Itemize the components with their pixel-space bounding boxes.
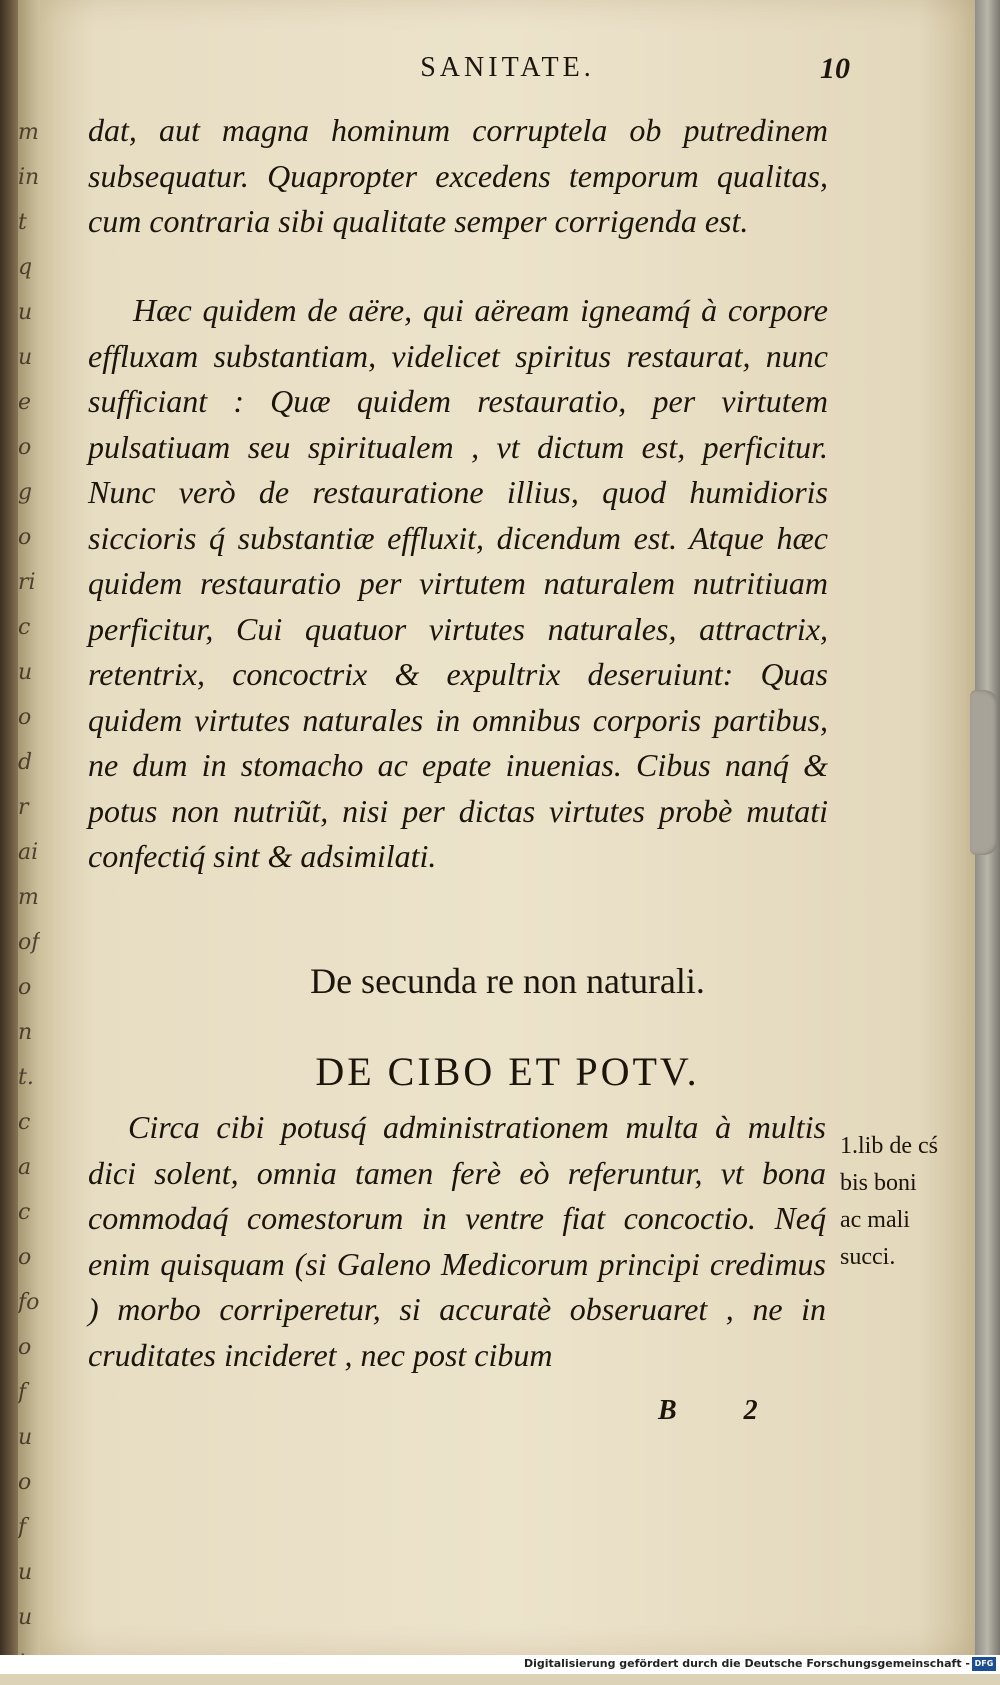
paragraph-1-text: dat, aut magna hominum corruptela ob putredinem subsequatur. Quapropter excedens temporum qualitas, cum contraria sibi qualitate semper corrigenda est. bbox=[88, 112, 828, 239]
page-clip bbox=[970, 690, 998, 855]
margin-note bbox=[840, 1128, 970, 1276]
paragraph-3 bbox=[88, 1105, 826, 1378]
section-heading: DE CIBO ET POTV. bbox=[315, 1049, 700, 1094]
footer-credit: Digitalisierung gefördert durch die Deutsche Forschungsgemeinschaft - bbox=[523, 1657, 970, 1670]
running-head: SANITATE. bbox=[420, 52, 595, 83]
section-subheading: De secunda re non naturali. bbox=[310, 961, 705, 1001]
facing-page-edge bbox=[18, 0, 40, 1660]
book-page bbox=[40, 0, 975, 1655]
margin-note-line: bis boni bbox=[840, 1170, 917, 1196]
margin-note-line: ac mali bbox=[840, 1207, 910, 1233]
margin-note-line: 1.lib de cś bbox=[840, 1133, 938, 1159]
facing-page-fragments: mintqu ueogoricu odraim ofont.ca co foo fuo fu u bbox=[18, 120, 40, 1630]
paragraph-2 bbox=[88, 288, 828, 880]
margin-note-line: succi. bbox=[840, 1244, 896, 1270]
signature-mark: B 2 bbox=[658, 1395, 788, 1426]
paragraph-1 bbox=[88, 108, 828, 245]
page-number: 10 bbox=[820, 52, 850, 85]
dfg-logo-icon: DFG bbox=[972, 1657, 996, 1671]
paragraph-2-text: Hæc quidem de aëre, qui aëream igneamq́ à corpore effluxam substantiam, videlicet spiritus restaurat, nunc sufficiant : Quæ quidem restauratio, per virtutem pulsatiuam seu spiritualem , vt dictum est, perficitur. Nunc verò de restauratione illius, quod humidioris siccioris q́ substantiæ effluxit, dicendum est. Atque hæc quidem restauratio per virtutem naturalem nutritiuam perficitur, Cui quatuor virtutes naturales, attractrix, retentrix, concoctrix & expultrix deseruiunt: Quas quidem virtutes naturales in omnibus corporis partibus, ne dum in stomacho ac epate inuenias. Cibus nanq́ & potus non nutriũt, nisi per dictas virtutes probè mutati confectiq́ sint & adsimilati. bbox=[88, 292, 828, 874]
paragraph-3-text: Circa cibi potusq́ administrationem multa à multis dici solent, omnia tamen ferè eò referuntur, vt bona commodaq́ comestorum in ventre fiat concoctio. Neq́ enim quisquam (si Galeno Medicorum principi credimus ) morbo corriperetur, si accuratè obseruaret , ne in cruditates incideret , nec post cibum bbox=[88, 1109, 826, 1373]
